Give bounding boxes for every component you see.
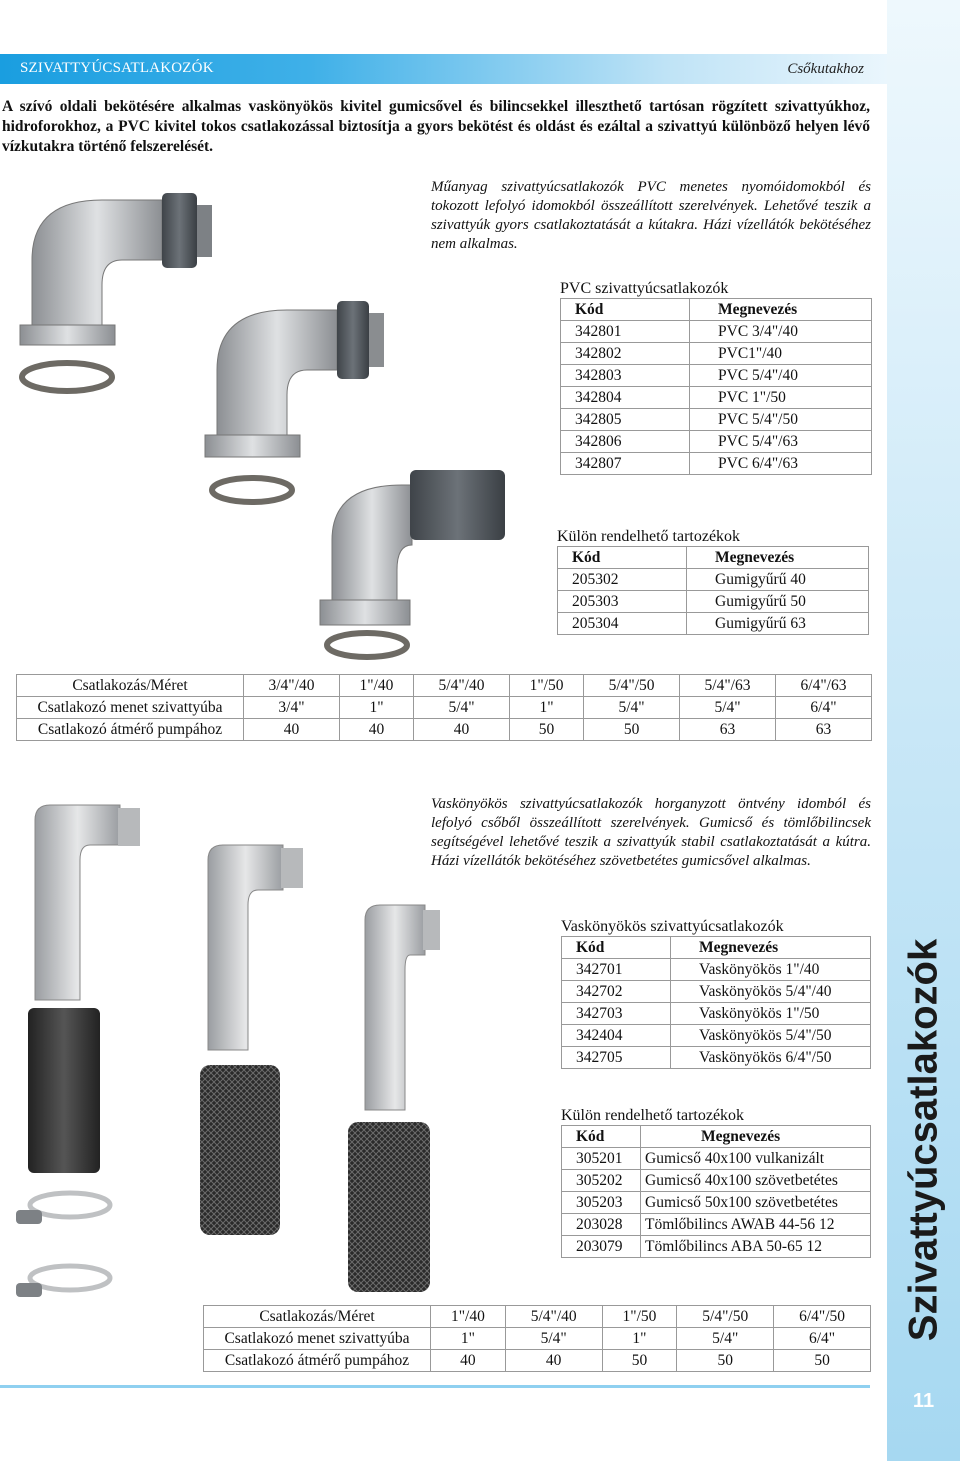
pvc-connector-illustrations bbox=[12, 185, 532, 665]
name-cell: PVC 5/4"/40 bbox=[690, 365, 872, 387]
cell: 5/4" bbox=[414, 697, 510, 719]
column-header: Kód bbox=[562, 1126, 641, 1148]
iron-elbow-2 bbox=[208, 845, 303, 1050]
table-row bbox=[558, 569, 869, 591]
cell: 5/4"/63 bbox=[680, 675, 776, 697]
name-cell: Gumigyűrű 50 bbox=[687, 591, 869, 613]
cell: 40 bbox=[244, 719, 340, 741]
code-cell: 342805 bbox=[561, 409, 690, 431]
table-row bbox=[561, 365, 872, 387]
iron-table-block bbox=[561, 918, 871, 1069]
name-cell: Vaskönyökös 1"/40 bbox=[671, 959, 871, 981]
table-row bbox=[561, 387, 872, 409]
cell: 50 bbox=[677, 1350, 774, 1372]
code-cell: 342803 bbox=[561, 365, 690, 387]
cell: 40 bbox=[431, 1350, 506, 1372]
name-cell: Gumicső 40x100 szövetbetétes bbox=[641, 1170, 871, 1192]
cell: 5/4" bbox=[680, 697, 776, 719]
column-header: Kód bbox=[562, 937, 671, 959]
cell: 5/4" bbox=[505, 1328, 602, 1350]
pvc-description: Műanyag szivattyúcsatlakozók PVC menetes nyomóidomokból és tokozott lefolyó idomokból összeállított szerelvények. Lehetővé teszik a szivattyúk gyors csatlakoztatását a kútakra. Házi vízellátók bekötéséhez nem alkalmas. bbox=[431, 179, 871, 252]
cell: 5/4"/40 bbox=[505, 1306, 602, 1328]
table-row bbox=[562, 959, 871, 981]
name-cell: PVC 3/4"/40 bbox=[690, 321, 872, 343]
cell: 63 bbox=[776, 719, 872, 741]
cell: 1"/50 bbox=[602, 1306, 677, 1328]
cell: 50 bbox=[510, 719, 584, 741]
pvc-accessories-table bbox=[557, 546, 869, 635]
table-row bbox=[562, 981, 871, 1003]
pvc-compatibility-table bbox=[16, 674, 872, 741]
code-cell: 342807 bbox=[561, 453, 690, 475]
name-cell: Vaskönyökös 5/4"/40 bbox=[671, 981, 871, 1003]
cell: 1" bbox=[431, 1328, 506, 1350]
name-cell: Tömlőbilincs ABA 50-65 12 bbox=[641, 1236, 871, 1258]
rubber-hose bbox=[28, 1008, 100, 1173]
row-label: Csatlakozó menet szivattyúba bbox=[204, 1328, 431, 1350]
iron-accessories-caption: Külön rendelhető tartozékok bbox=[561, 1107, 745, 1124]
code-cell: 342806 bbox=[561, 431, 690, 453]
cell: 63 bbox=[680, 719, 776, 741]
name-cell: PVC 5/4"/50 bbox=[690, 409, 872, 431]
cell: 1"/40 bbox=[339, 675, 413, 697]
hose-clamp-2 bbox=[16, 1266, 110, 1297]
cell: 5/4"/50 bbox=[677, 1306, 774, 1328]
pvc-elbow-3 bbox=[320, 470, 505, 657]
code-cell: 305203 bbox=[562, 1192, 641, 1214]
iron-connector-illustrations bbox=[10, 800, 440, 1320]
table-row bbox=[562, 1214, 871, 1236]
woven-hose-1 bbox=[200, 1065, 280, 1235]
code-cell: 342804 bbox=[561, 387, 690, 409]
pvc-table bbox=[560, 298, 872, 475]
name-cell: Vaskönyökös 5/4"/50 bbox=[671, 1025, 871, 1047]
table-row bbox=[561, 343, 872, 365]
pvc-accessories-caption: Külön rendelhető tartozékok bbox=[557, 528, 741, 545]
cell: 5/4"/40 bbox=[414, 675, 510, 697]
column-header: Kód bbox=[558, 547, 687, 569]
table-row bbox=[561, 321, 872, 343]
name-cell: PVC 1"/50 bbox=[690, 387, 872, 409]
cell: 3/4"/40 bbox=[244, 675, 340, 697]
name-cell: Tömlőbilincs AWAB 44-56 12 bbox=[641, 1214, 871, 1236]
code-cell: 203079 bbox=[562, 1236, 641, 1258]
table-header-row bbox=[558, 547, 869, 569]
cell: 1"/50 bbox=[510, 675, 584, 697]
table-row bbox=[562, 1236, 871, 1258]
table-row bbox=[562, 1170, 871, 1192]
code-cell: 203028 bbox=[562, 1214, 641, 1236]
column-header: Megnevezés bbox=[671, 937, 871, 959]
table-row bbox=[561, 409, 872, 431]
column-header: Megnevezés bbox=[641, 1126, 871, 1148]
row-label: Csatlakozó átmérő pumpához bbox=[204, 1350, 431, 1372]
table-row bbox=[562, 1025, 871, 1047]
table-row bbox=[561, 453, 872, 475]
cell: 1"/40 bbox=[431, 1306, 506, 1328]
table-header-row bbox=[562, 1126, 871, 1148]
cell: 50 bbox=[774, 1350, 871, 1372]
table-header-row bbox=[561, 299, 872, 321]
cell: 40 bbox=[505, 1350, 602, 1372]
category-label: Csőkutakhoz bbox=[787, 61, 864, 77]
name-cell: PVC1"/40 bbox=[690, 343, 872, 365]
table-row bbox=[558, 591, 869, 613]
iron-table bbox=[561, 936, 871, 1069]
cell: 50 bbox=[602, 1350, 677, 1372]
name-cell: Vaskönyökös 1"/50 bbox=[671, 1003, 871, 1025]
code-cell: 342702 bbox=[562, 981, 671, 1003]
code-cell: 305202 bbox=[562, 1170, 641, 1192]
row-label: Csatlakozó menet szivattyúba bbox=[17, 697, 244, 719]
cell: 50 bbox=[584, 719, 680, 741]
name-cell: Gumicső 40x100 vulkanizált bbox=[641, 1148, 871, 1170]
name-cell: Gumicső 50x100 szövetbetétes bbox=[641, 1192, 871, 1214]
table-row bbox=[561, 431, 872, 453]
code-cell: 205304 bbox=[558, 613, 687, 635]
cell: 40 bbox=[414, 719, 510, 741]
column-header: Megnevezés bbox=[687, 547, 869, 569]
iron-description: Vaskönyökös szivattyúcsatlakozók horganyzott öntvény idomból és lefolyó csőből összeállított szerelvények. Gumicső és tömlőbilincsek segítségével lehetővé teszik a szivattyúk stabil csatlakoztatását a kútra. Házi vízellátók bekötéséhez szövetbetétes gumicsővel alkalmas. bbox=[431, 796, 871, 869]
code-cell: 205303 bbox=[558, 591, 687, 613]
table-row bbox=[562, 1047, 871, 1069]
table-row bbox=[204, 1350, 871, 1372]
column-header: Megnevezés bbox=[690, 299, 872, 321]
name-cell: Vaskönyökös 6/4"/50 bbox=[671, 1047, 871, 1069]
code-cell: 342701 bbox=[562, 959, 671, 981]
row-label: Csatlakozás/Méret bbox=[204, 1306, 431, 1328]
name-cell: Gumigyűrű 40 bbox=[687, 569, 869, 591]
table-row bbox=[562, 1003, 871, 1025]
iron-accessories-block bbox=[561, 1107, 871, 1258]
code-cell: 342703 bbox=[562, 1003, 671, 1025]
cell: 5/4" bbox=[677, 1328, 774, 1350]
cell: 6/4"/63 bbox=[776, 675, 872, 697]
row-label: Csatlakozó átmérő pumpához bbox=[17, 719, 244, 741]
cell: 5/4" bbox=[584, 697, 680, 719]
table-row bbox=[204, 1306, 871, 1328]
table-row bbox=[17, 697, 872, 719]
section-title: SZIVATTYÚCSATLAKOZÓK bbox=[20, 60, 214, 76]
row-label: Csatlakozás/Méret bbox=[17, 675, 244, 697]
table-row bbox=[17, 719, 872, 741]
woven-hose-2 bbox=[348, 1122, 430, 1292]
name-cell: PVC 5/4"/63 bbox=[690, 431, 872, 453]
pvc-table-block bbox=[560, 280, 872, 475]
page-number: 11 bbox=[912, 1390, 935, 1412]
pvc-table-caption: PVC szivattyúcsatlakozók bbox=[560, 280, 729, 297]
pvc-elbow-2 bbox=[205, 301, 384, 502]
cell: 5/4"/50 bbox=[584, 675, 680, 697]
iron-elbow-3 bbox=[365, 905, 440, 1110]
iron-compatibility-table bbox=[203, 1305, 871, 1372]
name-cell: PVC 6/4"/63 bbox=[690, 453, 872, 475]
iron-accessories-table bbox=[561, 1125, 871, 1258]
iron-table-caption: Vaskönyökös szivattyúcsatlakozók bbox=[561, 918, 784, 935]
cell: 6/4" bbox=[774, 1328, 871, 1350]
cell: 1" bbox=[602, 1328, 677, 1350]
table-row bbox=[17, 675, 872, 697]
table-row bbox=[204, 1328, 871, 1350]
cell: 40 bbox=[339, 719, 413, 741]
table-row bbox=[558, 613, 869, 635]
side-vertical-title: Szivattyúcsatlakozók bbox=[901, 938, 945, 1342]
pvc-accessories-block bbox=[557, 528, 869, 635]
code-cell: 342802 bbox=[561, 343, 690, 365]
code-cell: 342404 bbox=[562, 1025, 671, 1047]
cell: 1" bbox=[339, 697, 413, 719]
cell: 1" bbox=[510, 697, 584, 719]
intro-paragraph: A szívó oldali bekötésére alkalmas vaskönyökös kivitel gumicsővel és bilincsekkel illeszthető tartósan rögzített szivattyúkhoz, hidroforokhoz, a PVC kivitel tokos csatlakozással biztosítja a gyors bekötést és oldást és ezáltal a szivattyú különböző helyen lévő vízkutakra történő felszerelését. bbox=[2, 98, 870, 155]
hose-clamp-1 bbox=[16, 1193, 110, 1224]
iron-elbow-1 bbox=[35, 805, 140, 1000]
code-cell: 305201 bbox=[562, 1148, 641, 1170]
cell: 6/4" bbox=[776, 697, 872, 719]
cell: 6/4"/50 bbox=[774, 1306, 871, 1328]
code-cell: 342801 bbox=[561, 321, 690, 343]
name-cell: Gumigyűrű 63 bbox=[687, 613, 869, 635]
table-row bbox=[562, 1192, 871, 1214]
table-row bbox=[562, 1148, 871, 1170]
bottom-divider bbox=[0, 1385, 870, 1388]
code-cell: 205302 bbox=[558, 569, 687, 591]
cell: 3/4" bbox=[244, 697, 340, 719]
pvc-elbow-1 bbox=[20, 193, 212, 391]
column-header: Kód bbox=[561, 299, 690, 321]
code-cell: 342705 bbox=[562, 1047, 671, 1069]
table-header-row bbox=[562, 937, 871, 959]
